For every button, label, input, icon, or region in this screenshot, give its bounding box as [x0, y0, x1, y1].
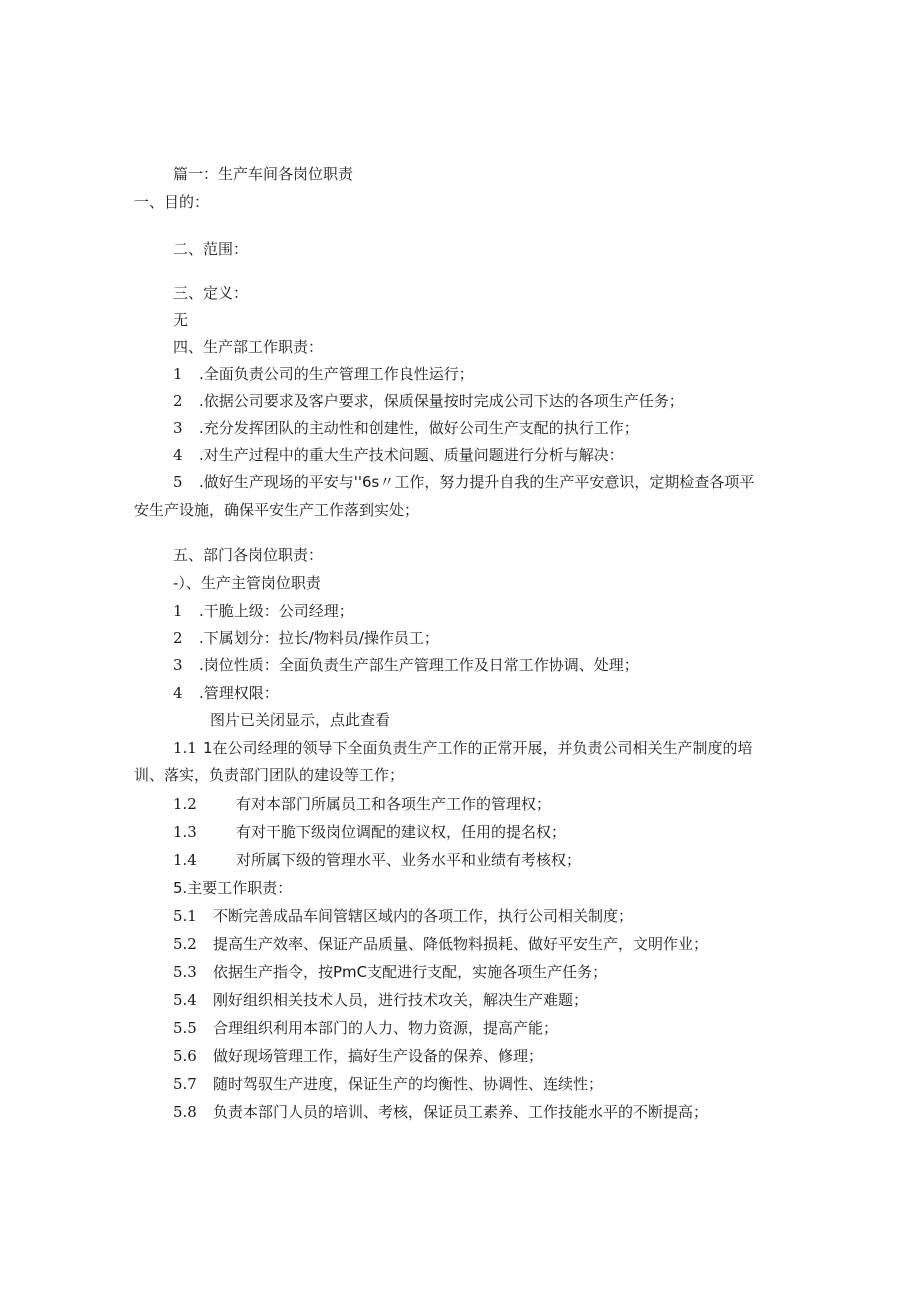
- authority-item: 1.1 1在公司经理的领导下全面负责生产工作的正常开展，并负责公司相关生产制度的培: [173, 739, 753, 757]
- authority-item-continuation: 训、落实，负责部门团队的建设等工作；: [134, 766, 405, 784]
- main-duty-item: 5.2 提高生产效率、保证产品质量、降低物料损耗、做好平安生产，文明作业；: [173, 935, 709, 953]
- authority-item: 1.2 有对本部门所属员工和各项生产工作的管理权；: [173, 795, 552, 813]
- main-duty-item: 5.7 随时驾驭生产进度，保证生产的均衡性、协调性、连续性；: [173, 1075, 604, 1093]
- main-duty-item: 5.1 不断完善成品车间管辖区域内的各项工作，执行公司相关制度；: [173, 907, 634, 925]
- supervisor-item: 2 .下属划分：拉长/物料员/操作员工；: [173, 629, 439, 647]
- dept-item: 5 .做好生产现场的平安与''6s〃工作，努力提升自我的生产平安意识，定期检查各项平: [173, 473, 755, 491]
- section-scope: 二、范围：: [173, 240, 249, 258]
- main-duty-item: 5.6 做好现场管理工作，搞好生产设备的保养、修理；: [173, 1047, 544, 1065]
- authority-item: 1.4 对所属下级的管理水平、业务水平和业绩有考核权；: [173, 851, 582, 869]
- definition-value: 无: [173, 311, 189, 329]
- section-definition: 三、定义：: [173, 284, 249, 302]
- dept-item: 2 .依据公司要求及客户要求，保质保量按时完成公司下达的各项生产任务；: [173, 392, 684, 410]
- section-post-duties: 五、部门各岗位职责：: [173, 546, 324, 564]
- main-duty-item: 5.5 合理组织利用本部门的人力、物力资源，提高产能；: [173, 1019, 559, 1037]
- main-duties-heading: 5.主要工作职责：: [173, 879, 293, 897]
- authority-item: 1.3 有对干脆下级岗位调配的建议权，任用的提名权；: [173, 823, 567, 841]
- main-duty-item: 5.8 负责本部门人员的培训、考核，保证员工素养、工作技能水平的不断提高；: [173, 1103, 709, 1121]
- main-duty-item: 5.4 刚好组织相关技术人员，进行技术攻关，解决生产难题；: [173, 991, 589, 1009]
- supervisor-item: 3 .岗位性质：全面负责生产部生产管理工作及日常工作协调、处理；: [173, 656, 639, 674]
- supervisor-heading: -）、生产主管岗位职责: [173, 574, 321, 592]
- dept-item: 3 .充分发挥团队的主动性和创建性，做好公司生产支配的执行工作；: [173, 419, 639, 437]
- document-title: 篇一：生产车间各岗位职责: [173, 165, 354, 183]
- image-hidden-link[interactable]: 图片已关闭显示，点此查看: [210, 711, 391, 729]
- main-duty-item: 5.3 依据生产指令，按PmC支配进行支配，实施各项生产任务；: [173, 963, 608, 981]
- dept-item-continuation: 安生产设施，确保平安生产工作落到实处；: [134, 501, 420, 519]
- supervisor-item: 1 .干脆上级：公司经理；: [173, 602, 354, 620]
- dept-item: 4 .对生产过程中的重大生产技术问题、质量问题进行分析与解决：: [173, 446, 624, 464]
- section-purpose: 一、目的：: [134, 193, 210, 211]
- supervisor-item: 4 .管理权限：: [173, 684, 279, 702]
- section-dept-duties: 四、生产部工作职责：: [173, 338, 324, 356]
- dept-item: 1 .全面负责公司的生产管理工作良性运行；: [173, 365, 474, 383]
